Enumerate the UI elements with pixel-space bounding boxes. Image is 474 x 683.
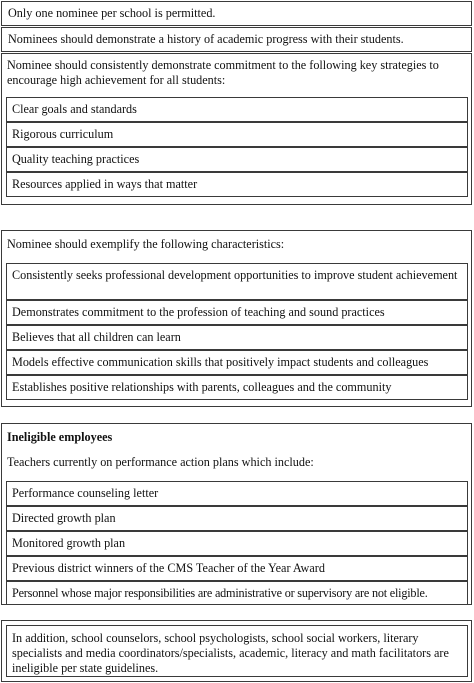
- characteristic-item: [6, 350, 468, 375]
- strategy-item-text: Resources applied in ways that matter: [12, 177, 198, 191]
- ineligible-heading: Ineligible employees: [7, 430, 113, 444]
- ineligible-item: [6, 506, 468, 531]
- ineligible-item: [6, 556, 468, 581]
- rule-one-nominee-text: Only one nominee per school is permitted.: [8, 6, 216, 20]
- characteristic-item: [6, 375, 468, 400]
- characteristic-item-text: Demonstrates commitment to the profession of teaching and sound practices: [12, 305, 385, 319]
- characteristic-item-text: Consistently seeks professional development opportunities to improve student achievement: [12, 268, 458, 282]
- state-guidelines-section: [1, 620, 472, 682]
- strategy-item: [6, 147, 468, 172]
- characteristic-item-text: Models effective communication skills that positively impact students and colleagues: [12, 355, 429, 369]
- ineligible-item: [6, 581, 468, 605]
- ineligible-item-text: Personnel whose major responsibilities are administrative or supervisory are not eligible.: [12, 586, 428, 600]
- ineligible-item-text: Monitored growth plan: [12, 536, 126, 550]
- characteristic-item: [6, 300, 468, 325]
- ineligible-item-text: Previous district winners of the CMS Teacher of the Year Award: [12, 561, 325, 575]
- strategies-section: [1, 53, 472, 205]
- characteristics-intro: Nominee should exemplify the following characteristics:: [7, 237, 285, 251]
- rule-one-nominee: [1, 1, 472, 26]
- characteristics-section: [1, 230, 472, 407]
- ineligible-item-text: Directed growth plan: [12, 511, 116, 525]
- ineligible-item: [6, 531, 468, 556]
- state-guidelines-note: [6, 625, 468, 677]
- ineligible-item: [6, 481, 468, 506]
- characteristic-item-text: Believes that all children can learn: [12, 330, 181, 344]
- characteristic-item: [6, 263, 468, 300]
- strategy-item-text: Clear goals and standards: [12, 102, 137, 116]
- state-guidelines-text: In addition, school counselors, school psychologists, school social workers, literary specialists and media coordinators/specialists, academic, literacy and math facilitators are ineligible per state guidelines.: [12, 631, 449, 675]
- strategy-item-text: Rigorous curriculum: [12, 127, 114, 141]
- strategy-item-text: Quality teaching practices: [12, 152, 140, 166]
- rule-academic-progress-text: Nominees should demonstrate a history of academic progress with their students.: [8, 32, 404, 46]
- characteristic-item: [6, 325, 468, 350]
- strategy-item: [6, 122, 468, 147]
- rule-academic-progress: [1, 27, 472, 52]
- strategy-item: [6, 172, 468, 197]
- ineligible-item-text: Performance counseling letter: [12, 486, 159, 500]
- characteristic-item-text: Establishes positive relationships with parents, colleagues and the community: [12, 380, 392, 394]
- ineligible-section: [1, 423, 472, 605]
- strategy-item: [6, 97, 468, 122]
- ineligible-intro: Teachers currently on performance action plans which include:: [7, 455, 314, 469]
- strategies-intro: Nominee should consistently demonstrate commitment to the following key strategies to encourage high achievement for all students:: [7, 58, 439, 87]
